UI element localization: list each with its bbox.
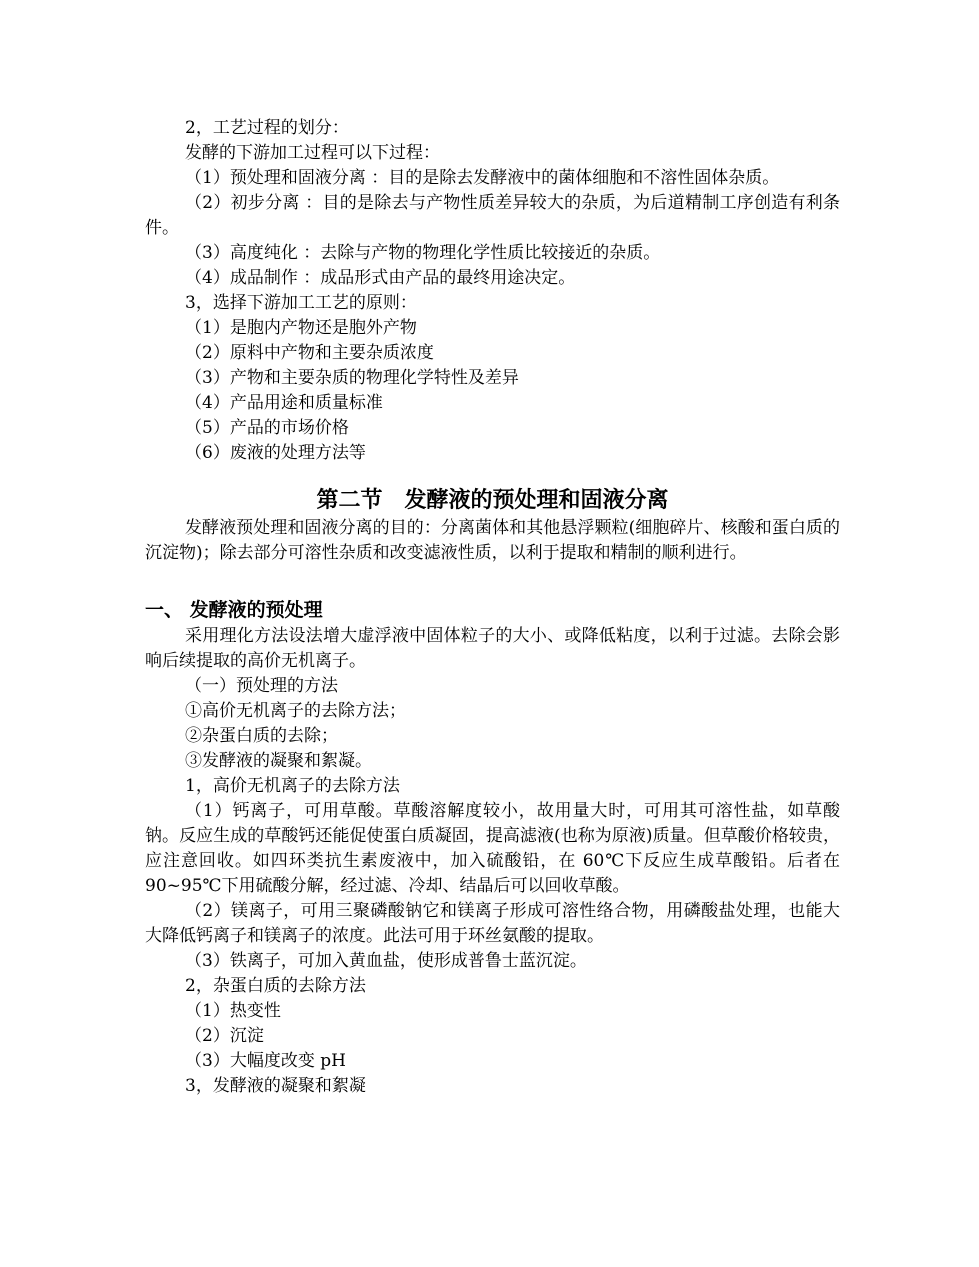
list-item: （3）高度纯化 ：去除与产物的物理化学性质比较接近的杂质。 xyxy=(185,243,661,263)
heading-process-division: 2，工艺过程的划分： xyxy=(185,118,349,138)
heading-ion-removal: 1，高价无机离子的去除方法 xyxy=(185,776,400,796)
list-item: （1）是胞内产物还是胞外产物 xyxy=(185,318,417,338)
list-item: （3）大幅度改变 pH xyxy=(185,1051,346,1071)
list-item: ③发酵液的凝聚和絮凝。 xyxy=(185,751,372,771)
paragraph-magnesium: （2）镁离子，可用三聚磷酸钠它和镁离子形成可溶性络合物，用磷酸盐处理，也能大大降低钙离子和镁离子的浓度。此法可用于环丝氨酸的提取。 xyxy=(145,901,840,946)
list-item: （6）废液的处理方法等 xyxy=(185,443,366,463)
list-item: （5）产品的市场价格 xyxy=(185,418,349,438)
list-item: （2）沉淀 xyxy=(185,1026,264,1046)
text-line: 发酵的下游加工过程可以下过程： xyxy=(185,143,440,163)
paragraph-calcium: （1）钙离子，可用草酸。草酸溶解度较小，故用量大时，可用其可溶性盐，如草酸钠。反应生成的草酸钙还能促使蛋白质凝固，提高滤液(也称为原液)质量。但草酸价格较贵，应注意回收。如四环类抗生素废液中，加入硫酸铅，在 60℃下反应生成草酸铅。后者在 90~95℃下用硫酸分解，经过滤、冷却、结晶后可以回收草酸。 xyxy=(145,801,840,896)
section-intro: 发酵液预处理和固液分离的目的：分离菌体和其他悬浮颗粒(细胞碎片、核酸和蛋白质的沉淀物)；除去部分可溶性杂质和改变滤液性质，以利于提取和精制的顺利进行。 xyxy=(145,518,840,563)
subsection-title: 一、 发酵液的预处理 xyxy=(145,599,323,621)
list-item: （4）成品制作 ：成品形式由产品的最终用途决定。 xyxy=(185,268,576,288)
list-item: （2）初步分离 ：目的是除去与产物性质差异较大的杂质，为后道精制工序创造有利条件。 xyxy=(145,193,840,238)
section-title: 第二节 发酵液的预处理和固液分离 xyxy=(316,487,669,513)
heading-protein-removal: 2，杂蛋白质的去除方法 xyxy=(185,976,366,996)
heading-principles: 3，选择下游加工工艺的原则： xyxy=(185,293,417,313)
list-item: （3）产物和主要杂质的物理化学特性及差异 xyxy=(185,368,519,388)
list-item: （2）原料中产物和主要杂质浓度 xyxy=(185,343,434,363)
list-item: （1）热变性 xyxy=(185,1001,281,1021)
subsection-intro: 采用理化方法设法增大虚浮液中固体粒子的大小、或降低粘度，以利于过滤。去除会影响后续提取的高价无机离子。 xyxy=(145,626,840,671)
text-column xyxy=(145,116,840,1099)
methods-heading: （一）预处理的方法 xyxy=(185,676,338,696)
heading-flocculation: 3，发酵液的凝聚和絮凝 xyxy=(185,1076,366,1096)
list-item: （1）预处理和固液分离 ：目的是除去发酵液中的菌体细胞和不溶性固体杂质。 xyxy=(185,168,780,188)
list-item: （3）铁离子，可加入黄血盐，使形成普鲁士蓝沉淀。 xyxy=(185,951,587,971)
list-item: （4）产品用途和质量标准 xyxy=(185,393,383,413)
list-item: ②杂蛋白质的去除； xyxy=(185,726,338,746)
list-item: ①高价无机离子的去除方法； xyxy=(185,701,406,721)
